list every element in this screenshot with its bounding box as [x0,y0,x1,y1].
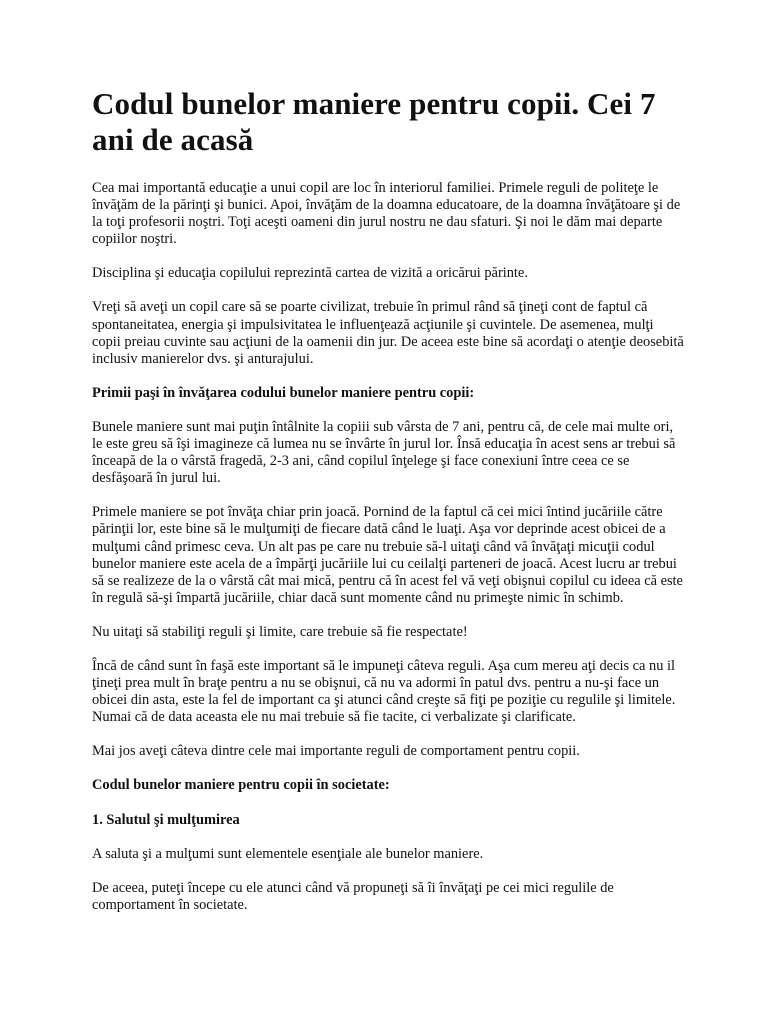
paragraph-good-manners-age: Bunele maniere sunt mai puţin întâlnite la copiii sub vârsta de 7 ani, pentru că, de cele mai multe ori, le este greu să îşi imagineze că lumea nu se învârte în jurul lor. Însă educaţia în acest sens ar trebui să înceapă de la o vârstă fragedă, 2-3 ani, când copilul înţelege şi face conexiuni între ceea ce se desfăşoară în jurul lui. [92,418,676,487]
paragraph-start-with-them: De aceea, puteţi începe cu ele atunci când vă propuneţi să îi învăţaţi pe cei mici regulile de comportament în societate. [92,879,614,913]
paragraph-important-rules-intro: Mai jos aveţi câteva dintre cele mai importante reguli de comportament pentru copii. [92,743,580,760]
paragraph-learning-through-play: Primele maniere se pot învăţa chiar prin joacă. Pornind de la faptul că cei mici întind jucăriile către părinţii lor, este bine să le mulţumiţi de fiecare dată când le luaţi. Aşa vor deprinde acest obicei de a mulţumi când primesc ceva. Un alt pas pe care nu trebuie să-l uitaţi când vă învăţaţi micuţii codul bunelor maniere este acela de a împărţi jucăriile lui cu ceilalţi parteneri de joacă. Acest lucru ar trebui să se realizeze de la o vârstă cât mai mică, pentru că în acest fel vă veţi obişnui copilul cu ideea că este în regulă să-şi împartă jucăriile, chiar dacă sunt momente când nu primeşte nimic în schimb. [92,504,683,606]
paragraph-early-rules: Încă de când sunt în faşă este important să le impuneţi câteva reguli. Aşa cum mereu aţi decis ca nu il ţineţi prea mult în braţe pentru a nu se obişnui, că nu va adormi în patul dvs. pentru a nu-şi face un obicei din asta, este la fel de important ca şi atunci când creşte să fiţi pe poziţie cu regulile şi limitele. Numai că de data aceasta ele nu mai trebuie să fie tacite, ci verbalizate şi clarificate. [92,657,676,726]
section-heading-society-code: Codul bunelor maniere pentru copii în societate: [92,777,390,794]
section-heading-greeting: 1. Salutul şi mulţumirea [92,811,240,828]
paragraph-intro: Cea mai importantă educaţie a unui copil are loc în interiorul familiei. Primele reguli de politeţe le învăţăm de la părinţi şi bunici. Apoi, învăţăm de la doamna educatoare, de la doamna învăţătoare şi de la toţi profesorii noştri. Toţi aceşti oameni din jurul nostru ne dau sfaturi. Şi noi le dăm mai departe copiilor noştri. [92,180,681,248]
document-title: Codul bunelor maniere pentru copii. Cei 7 ani de acasă [92,86,656,157]
document-page [92,86,684,931]
section-heading-first-steps: Primii paşi în învăţarea codului bunelor maniere pentru copii: [92,384,475,401]
paragraph-civilized-child: Vreţi să aveţi un copil care să se poarte civilizat, trebuie în primul rând să ţineţi cont de faptul că spontaneitatea, energia şi impulsivitatea le influenţează acţiunile şi cuvintele. De asemenea, mulţi copii preiau cuvinte sau acţiuni de la oamenii din jur. De aceea este bine să acordaţi o atenţie deosebită inclusiv manierelor dvs. şi anturajului. [92,299,684,367]
paragraph-discipline: Disciplina şi educaţia copilului reprezintă cartea de vizită a oricărui părinte. [92,265,528,282]
paragraph-greeting-thanks: A saluta şi a mulţumi sunt elementele esenţiale ale bunelor maniere. [92,845,484,862]
paragraph-rules-and-limits: Nu uitaţi să stabiliţi reguli şi limite, care trebuie să fie respectate! [92,623,468,640]
